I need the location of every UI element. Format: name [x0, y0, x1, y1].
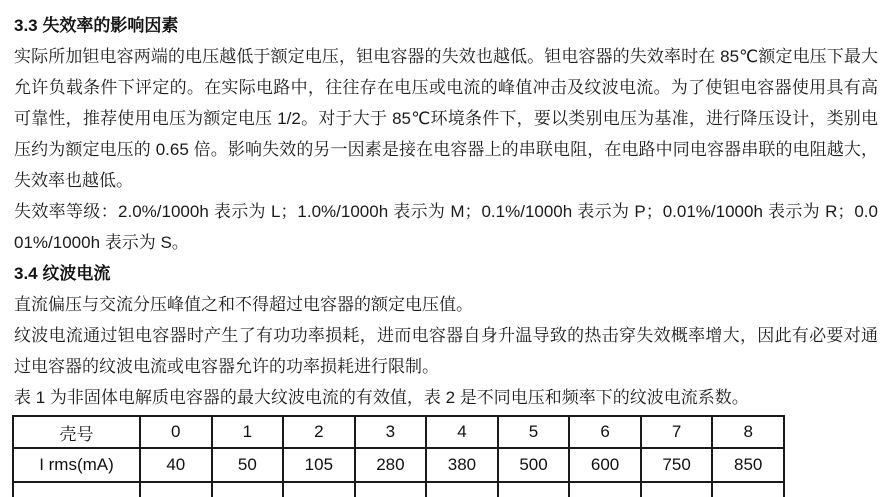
table-row-irms: [13, 448, 784, 482]
para-ripple-loss: 纹波电流通过钽电容器时产生了有功功率损耗，进而电容器自身升温导致的热击穿失效概率增大，因此有必要对通过电容器的纹波电流或电容器允许的功率损耗进行限制。: [14, 326, 878, 376]
table-cell: 40: [140, 448, 212, 482]
table-cell: 5: [498, 416, 570, 448]
ripple-current-table: [12, 415, 785, 497]
para-dc-bias: 直流偏压与交流分压峰值之和不得超过电容器的额定电压值。: [14, 295, 473, 314]
table-cell: 0: [140, 416, 212, 448]
para-tables-intro: 表 1 为非固体电解质电容器的最大纹波电流的有效值，表 2 是不同电压和频率下的纹波电流系数。: [14, 388, 749, 407]
table-row-case-size: [13, 416, 784, 448]
table-row-label-case-size: 壳号: [13, 416, 140, 448]
table-cell: 50: [212, 448, 284, 482]
table-cell: 2: [283, 416, 355, 448]
table-row-label-irms: I rms(mA): [13, 448, 140, 482]
table-cell: 6: [569, 416, 641, 448]
table-cell: 1: [212, 416, 284, 448]
para-failure-factors: 实际所加钽电容两端的电压越低于额定电压，钽电容器的失效也越低。钽电容器的失效率时在 85℃额定电压下最大允许负载条件下评定的。在实际电路中，往往存在电压或电流的峰值冲击及纹波电流。为了使钽电容器使用具有高可靠性，推荐使用电压为额定电压 1/2。对于大于 85℃环境条件下，要以类别电压为基准，进行降压设计，类别电压约为额定电压的 0.65 倍。影响失效的另一因素是接在电容器上的串联电阻，在电路中同电容器串联的电阻越大，失效率也越低。: [14, 47, 878, 190]
table-cell: 3: [355, 416, 427, 448]
table-cell: 380: [426, 448, 498, 482]
table-cell: 850: [712, 448, 784, 482]
table-cell: 500: [498, 448, 570, 482]
table-cell: 4: [426, 416, 498, 448]
table-cell: 280: [355, 448, 427, 482]
section-heading-3-4: 3.4 纹波电流: [14, 264, 111, 283]
section-heading-3-3: 3.3 失效率的影响因素: [14, 16, 179, 35]
table-cell: 105: [283, 448, 355, 482]
table-cell: 7: [641, 416, 713, 448]
table-cell: 750: [641, 448, 713, 482]
table-cell: 8: [712, 416, 784, 448]
table-cell: 600: [569, 448, 641, 482]
para-failure-grades: 失效率等级：2.0%/1000h 表示为 L；1.0%/1000h 表示为 M；0.1%/1000h 表示为 P；0.01%/1000h 表示为 R；0.001%/1000h 表示为 S。: [14, 202, 878, 252]
